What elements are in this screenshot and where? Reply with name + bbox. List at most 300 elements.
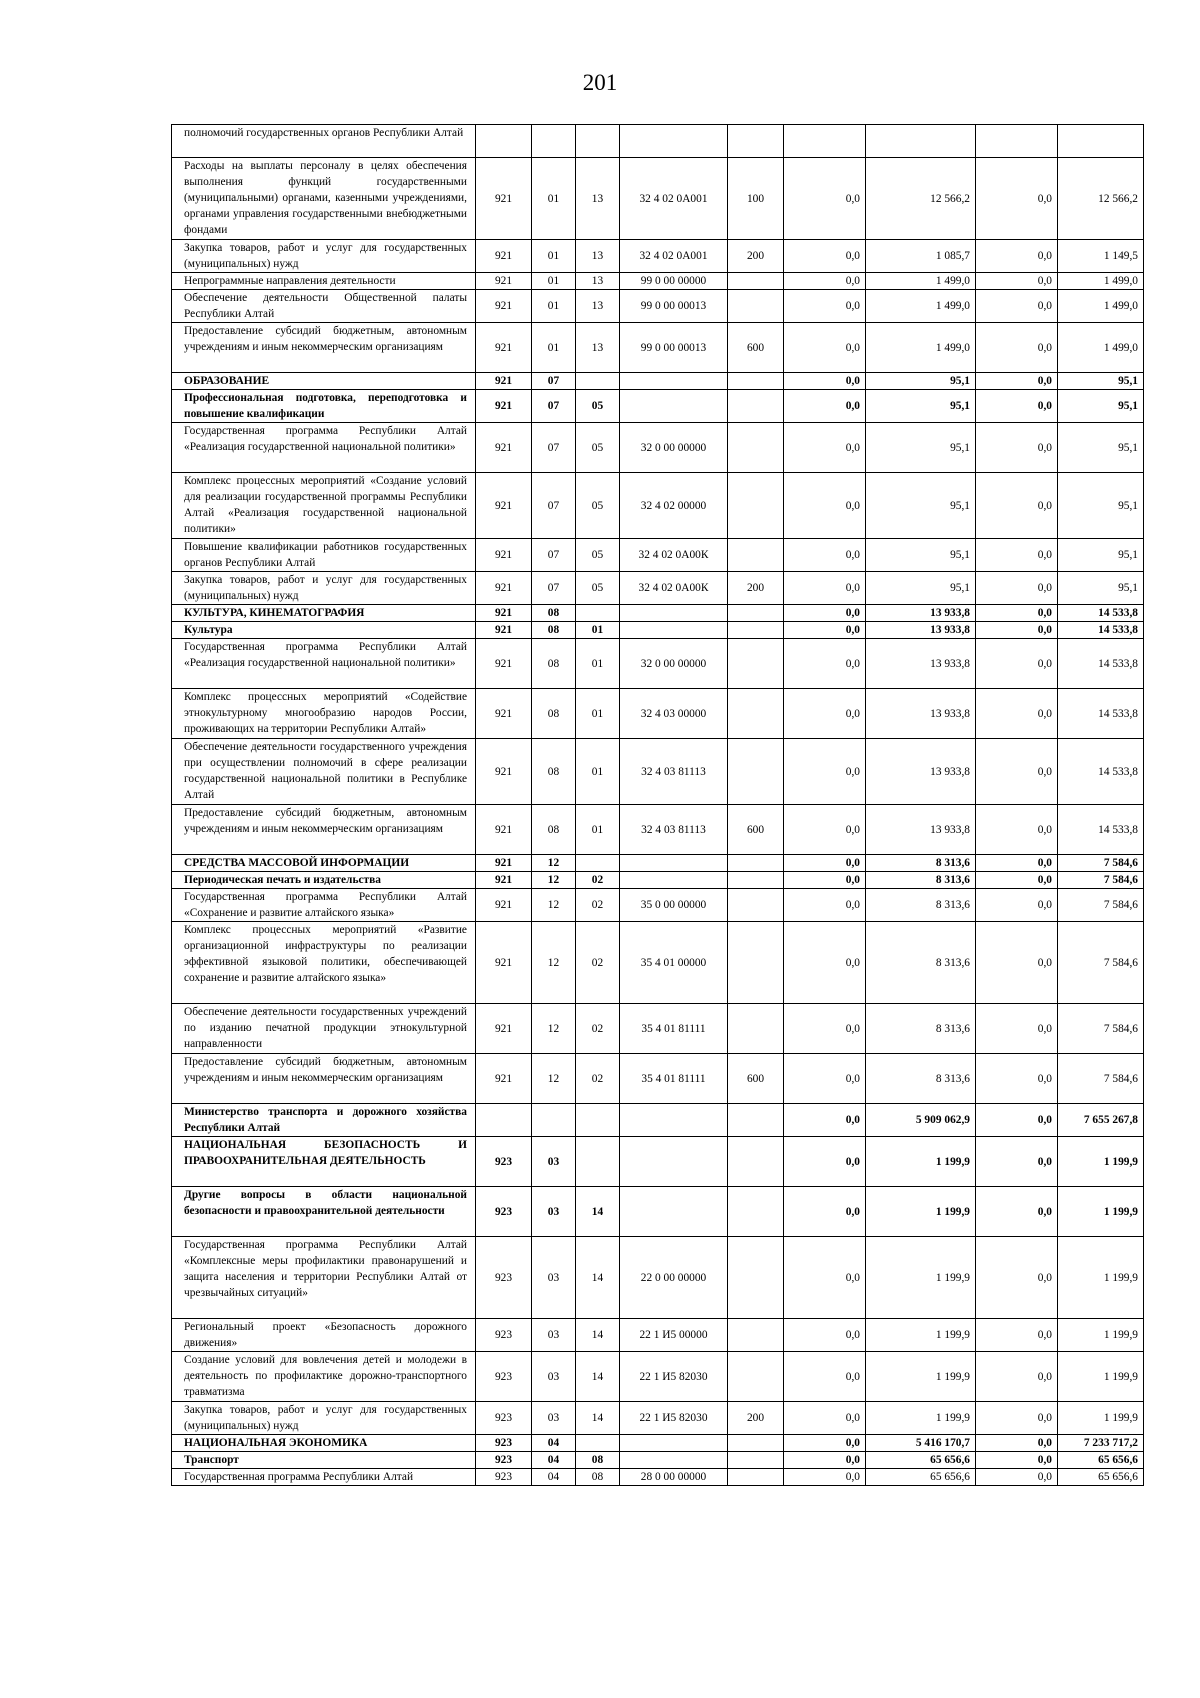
expense-type: 600 <box>728 323 784 373</box>
amount-1: 0,0 <box>784 572 866 605</box>
target-article: 32 4 03 00000 <box>620 689 728 739</box>
ministry-code: 923 <box>476 1319 532 1352</box>
amount-1: 0,0 <box>784 605 866 622</box>
subsection-code: 14 <box>576 1237 620 1319</box>
budget-table <box>171 124 1144 1486</box>
amount-2: 1 199,9 <box>866 1137 976 1187</box>
amount-2: 1 199,9 <box>866 1319 976 1352</box>
ministry-code: 923 <box>476 1352 532 1402</box>
amount-4: 95,1 <box>1058 539 1144 572</box>
row-name: Создание условий для вовлечения детей и молодежи в деятельность по профилактике дорожно-транспортного травматизма <box>172 1352 476 1402</box>
amount-2: 95,1 <box>866 423 976 473</box>
ministry-code <box>476 125 532 158</box>
row-name: Обеспечение деятельности государственных учреждений по изданию печатной продукции этнокультурной направленности <box>172 1004 476 1054</box>
target-article: 99 0 00 00000 <box>620 273 728 290</box>
ministry-code: 921 <box>476 805 532 855</box>
amount-4: 7 584,6 <box>1058 889 1144 922</box>
amount-1 <box>784 125 866 158</box>
expense-type <box>728 1319 784 1352</box>
subsection-code: 13 <box>576 158 620 240</box>
amount-2 <box>866 125 976 158</box>
ministry-code: 921 <box>476 240 532 273</box>
ministry-code: 921 <box>476 622 532 639</box>
subsection-code <box>576 1435 620 1452</box>
subsection-code: 01 <box>576 689 620 739</box>
amount-1: 0,0 <box>784 390 866 423</box>
amount-4: 14 533,8 <box>1058 622 1144 639</box>
target-article: 32 4 03 81113 <box>620 739 728 805</box>
table-row <box>172 539 1144 572</box>
row-name: Профессиональная подготовка, переподготовка и повышение квалификации <box>172 390 476 423</box>
ministry-code: 921 <box>476 423 532 473</box>
amount-2: 13 933,8 <box>866 739 976 805</box>
amount-3: 0,0 <box>976 1452 1058 1469</box>
amount-3: 0,0 <box>976 473 1058 539</box>
section-code: 03 <box>532 1187 576 1237</box>
expense-type: 600 <box>728 805 784 855</box>
amount-4: 65 656,6 <box>1058 1452 1144 1469</box>
expense-type <box>728 1187 784 1237</box>
expense-type <box>728 1104 784 1137</box>
section-code: 01 <box>532 158 576 240</box>
row-name: Региональный проект «Безопасность дорожного движения» <box>172 1319 476 1352</box>
amount-1: 0,0 <box>784 1352 866 1402</box>
ministry-code: 921 <box>476 473 532 539</box>
amount-1: 0,0 <box>784 1452 866 1469</box>
section-code: 08 <box>532 639 576 689</box>
ministry-code: 921 <box>476 323 532 373</box>
amount-4: 7 584,6 <box>1058 922 1144 1004</box>
amount-2: 1 499,0 <box>866 323 976 373</box>
target-article: 32 0 00 00000 <box>620 423 728 473</box>
target-article <box>620 872 728 889</box>
amount-4: 7 584,6 <box>1058 855 1144 872</box>
table-row <box>172 889 1144 922</box>
amount-4: 1 499,0 <box>1058 323 1144 373</box>
ministry-code: 921 <box>476 539 532 572</box>
amount-1: 0,0 <box>784 622 866 639</box>
amount-3: 0,0 <box>976 539 1058 572</box>
amount-1: 0,0 <box>784 1319 866 1352</box>
amount-3: 0,0 <box>976 855 1058 872</box>
subsection-code <box>576 605 620 622</box>
amount-4: 7 584,6 <box>1058 1054 1144 1104</box>
amount-3: 0,0 <box>976 889 1058 922</box>
amount-2: 1 499,0 <box>866 273 976 290</box>
amount-2: 13 933,8 <box>866 639 976 689</box>
target-article: 32 4 02 0А00К <box>620 539 728 572</box>
amount-2: 5 416 170,7 <box>866 1435 976 1452</box>
row-name: Закупка товаров, работ и услуг для государственных (муниципальных) нужд <box>172 240 476 273</box>
expense-type: 200 <box>728 572 784 605</box>
target-article <box>620 125 728 158</box>
row-name: Закупка товаров, работ и услуг для государственных (муниципальных) нужд <box>172 572 476 605</box>
amount-4: 7 584,6 <box>1058 872 1144 889</box>
ministry-code: 921 <box>476 158 532 240</box>
subsection-code: 08 <box>576 1469 620 1486</box>
amount-1: 0,0 <box>784 689 866 739</box>
table-row <box>172 423 1144 473</box>
amount-3: 0,0 <box>976 622 1058 639</box>
target-article: 32 4 03 81113 <box>620 805 728 855</box>
subsection-code: 05 <box>576 572 620 605</box>
amount-3: 0,0 <box>976 639 1058 689</box>
subsection-code: 13 <box>576 273 620 290</box>
amount-4: 14 533,8 <box>1058 689 1144 739</box>
section-code <box>532 125 576 158</box>
table-row <box>172 689 1144 739</box>
subsection-code: 02 <box>576 889 620 922</box>
amount-1: 0,0 <box>784 240 866 273</box>
amount-1: 0,0 <box>784 1469 866 1486</box>
amount-2: 1 085,7 <box>866 240 976 273</box>
table-row <box>172 1137 1144 1187</box>
ministry-code: 921 <box>476 689 532 739</box>
expense-type <box>728 1137 784 1187</box>
table-row <box>172 1004 1144 1054</box>
target-article: 35 4 01 00000 <box>620 922 728 1004</box>
target-article <box>620 1452 728 1469</box>
amount-2: 8 313,6 <box>866 872 976 889</box>
row-name: Периодическая печать и издательства <box>172 872 476 889</box>
amount-4: 1 199,9 <box>1058 1319 1144 1352</box>
section-code <box>532 1104 576 1137</box>
table-row <box>172 390 1144 423</box>
target-article <box>620 622 728 639</box>
expense-type <box>728 539 784 572</box>
ministry-code: 921 <box>476 1004 532 1054</box>
amount-4: 14 533,8 <box>1058 805 1144 855</box>
subsection-code: 14 <box>576 1187 620 1237</box>
section-code: 03 <box>532 1319 576 1352</box>
target-article <box>620 1435 728 1452</box>
target-article <box>620 855 728 872</box>
subsection-code: 02 <box>576 1054 620 1104</box>
expense-type <box>728 1469 784 1486</box>
section-code: 07 <box>532 423 576 473</box>
amount-1: 0,0 <box>784 922 866 1004</box>
ministry-code: 921 <box>476 572 532 605</box>
amount-1: 0,0 <box>784 739 866 805</box>
row-name: СРЕДСТВА МАССОВОЙ ИНФОРМАЦИИ <box>172 855 476 872</box>
section-code: 01 <box>532 240 576 273</box>
table-row <box>172 1469 1144 1486</box>
target-article <box>620 1187 728 1237</box>
ministry-code: 923 <box>476 1435 532 1452</box>
expense-type <box>728 872 784 889</box>
row-name: Повышение квалификации работников государственных органов Республики Алтай <box>172 539 476 572</box>
amount-4: 1 199,9 <box>1058 1402 1144 1435</box>
section-code: 01 <box>532 273 576 290</box>
target-article <box>620 1104 728 1137</box>
section-code: 01 <box>532 290 576 323</box>
row-name: Государственная программа Республики Алтай «Сохранение и развитие алтайского языка» <box>172 889 476 922</box>
section-code: 08 <box>532 739 576 805</box>
table-row <box>172 323 1144 373</box>
ministry-code: 923 <box>476 1137 532 1187</box>
amount-1: 0,0 <box>784 1104 866 1137</box>
expense-type <box>728 689 784 739</box>
target-article: 35 4 01 81111 <box>620 1054 728 1104</box>
subsection-code <box>576 125 620 158</box>
table-row <box>172 1187 1144 1237</box>
section-code: 01 <box>532 323 576 373</box>
expense-type <box>728 1237 784 1319</box>
table-row <box>172 805 1144 855</box>
amount-1: 0,0 <box>784 872 866 889</box>
table-row <box>172 872 1144 889</box>
subsection-code: 05 <box>576 473 620 539</box>
section-code: 03 <box>532 1137 576 1187</box>
table-row <box>172 373 1144 390</box>
ministry-code: 921 <box>476 922 532 1004</box>
amount-3: 0,0 <box>976 1187 1058 1237</box>
amount-1: 0,0 <box>784 323 866 373</box>
ministry-code: 921 <box>476 273 532 290</box>
amount-4: 7 655 267,8 <box>1058 1104 1144 1137</box>
section-code: 03 <box>532 1237 576 1319</box>
table-row <box>172 605 1144 622</box>
section-code: 12 <box>532 872 576 889</box>
section-code: 07 <box>532 572 576 605</box>
amount-1: 0,0 <box>784 373 866 390</box>
row-name: Непрограммные направления деятельности <box>172 273 476 290</box>
section-code: 08 <box>532 605 576 622</box>
amount-3: 0,0 <box>976 1435 1058 1452</box>
expense-type <box>728 273 784 290</box>
row-name: Предоставление субсидий бюджетным, автономным учреждениям и иным некоммерческим организациям <box>172 323 476 373</box>
target-article: 22 0 00 00000 <box>620 1237 728 1319</box>
target-article: 35 4 01 81111 <box>620 1004 728 1054</box>
target-article: 99 0 00 00013 <box>620 290 728 323</box>
row-name: Комплекс процессных мероприятий «Содействие этнокультурному многообразию народов России, проживающих на территории Республики Алтай» <box>172 689 476 739</box>
section-code: 07 <box>532 390 576 423</box>
table-row <box>172 290 1144 323</box>
amount-2: 95,1 <box>866 373 976 390</box>
target-article: 22 1 И5 82030 <box>620 1402 728 1435</box>
amount-1: 0,0 <box>784 1402 866 1435</box>
ministry-code <box>476 1104 532 1137</box>
target-article: 32 4 02 00000 <box>620 473 728 539</box>
row-name: Государственная программа Республики Алтай «Комплексные меры профилактики правонарушений и защита населения и территории Республики Алтай от чрезвычайных ситуаций» <box>172 1237 476 1319</box>
amount-2: 13 933,8 <box>866 622 976 639</box>
expense-type <box>728 889 784 922</box>
amount-3: 0,0 <box>976 1237 1058 1319</box>
expense-type <box>728 1435 784 1452</box>
subsection-code: 05 <box>576 423 620 473</box>
amount-3: 0,0 <box>976 323 1058 373</box>
row-name: Государственная программа Республики Алтай <box>172 1469 476 1486</box>
amount-1: 0,0 <box>784 855 866 872</box>
amount-3: 0,0 <box>976 1402 1058 1435</box>
target-article: 28 0 00 00000 <box>620 1469 728 1486</box>
amount-3: 0,0 <box>976 158 1058 240</box>
amount-4: 14 533,8 <box>1058 739 1144 805</box>
table-row <box>172 739 1144 805</box>
expense-type <box>728 125 784 158</box>
row-name: Предоставление субсидий бюджетным, автономным учреждениям и иным некоммерческим организациям <box>172 1054 476 1104</box>
amount-4: 95,1 <box>1058 390 1144 423</box>
amount-3: 0,0 <box>976 240 1058 273</box>
row-name: Государственная программа Республики Алтай «Реализация государственной национальной политики» <box>172 423 476 473</box>
section-code: 12 <box>532 922 576 1004</box>
row-name: Транспорт <box>172 1452 476 1469</box>
table-row <box>172 473 1144 539</box>
amount-2: 95,1 <box>866 539 976 572</box>
amount-4: 1 199,9 <box>1058 1237 1144 1319</box>
amount-3: 0,0 <box>976 273 1058 290</box>
table-row <box>172 158 1144 240</box>
subsection-code: 01 <box>576 622 620 639</box>
amount-4: 7 233 717,2 <box>1058 1435 1144 1452</box>
ministry-code: 921 <box>476 390 532 423</box>
ministry-code: 923 <box>476 1237 532 1319</box>
amount-2: 95,1 <box>866 572 976 605</box>
amount-1: 0,0 <box>784 1054 866 1104</box>
target-article: 99 0 00 00013 <box>620 323 728 373</box>
amount-2: 8 313,6 <box>866 889 976 922</box>
amount-3: 0,0 <box>976 1352 1058 1402</box>
amount-1: 0,0 <box>784 805 866 855</box>
table-row <box>172 572 1144 605</box>
section-code: 08 <box>532 805 576 855</box>
expense-type <box>728 1352 784 1402</box>
row-name: Другие вопросы в области национальной безопасности и правоохранительной деятельности <box>172 1187 476 1237</box>
amount-4: 1 499,0 <box>1058 273 1144 290</box>
expense-type <box>728 855 784 872</box>
amount-4: 95,1 <box>1058 572 1144 605</box>
amount-4: 65 656,6 <box>1058 1469 1144 1486</box>
table-row <box>172 1319 1144 1352</box>
table-row <box>172 1452 1144 1469</box>
expense-type <box>728 373 784 390</box>
subsection-code <box>576 1104 620 1137</box>
table-row <box>172 855 1144 872</box>
section-code: 07 <box>532 373 576 390</box>
subsection-code: 13 <box>576 290 620 323</box>
section-code: 12 <box>532 855 576 872</box>
table-row <box>172 273 1144 290</box>
amount-3: 0,0 <box>976 872 1058 889</box>
row-name: Министерство транспорта и дорожного хозяйства Республики Алтай <box>172 1104 476 1137</box>
amount-2: 1 199,9 <box>866 1402 976 1435</box>
amount-1: 0,0 <box>784 1187 866 1237</box>
subsection-code: 08 <box>576 1452 620 1469</box>
amount-3: 0,0 <box>976 290 1058 323</box>
table-row <box>172 1104 1144 1137</box>
amount-2: 1 199,9 <box>866 1187 976 1237</box>
subsection-code: 01 <box>576 805 620 855</box>
section-code: 08 <box>532 689 576 739</box>
amount-4: 1 199,9 <box>1058 1137 1144 1187</box>
subsection-code: 02 <box>576 872 620 889</box>
amount-3: 0,0 <box>976 605 1058 622</box>
target-article: 22 1 И5 82030 <box>620 1352 728 1402</box>
amount-3: 0,0 <box>976 390 1058 423</box>
ministry-code: 921 <box>476 373 532 390</box>
target-article <box>620 373 728 390</box>
row-name: КУЛЬТУРА, КИНЕМАТОГРАФИЯ <box>172 605 476 622</box>
amount-2: 13 933,8 <box>866 605 976 622</box>
section-code: 04 <box>532 1452 576 1469</box>
expense-type: 600 <box>728 1054 784 1104</box>
row-name: Предоставление субсидий бюджетным, автономным учреждениям и иным некоммерческим организациям <box>172 805 476 855</box>
amount-4: 95,1 <box>1058 373 1144 390</box>
section-code: 12 <box>532 1004 576 1054</box>
amount-1: 0,0 <box>784 539 866 572</box>
table-row <box>172 922 1144 1004</box>
amount-1: 0,0 <box>784 473 866 539</box>
ministry-code: 923 <box>476 1187 532 1237</box>
amount-2: 13 933,8 <box>866 805 976 855</box>
amount-1: 0,0 <box>784 423 866 473</box>
row-name: Комплекс процессных мероприятий «Развитие организационной инфраструктуры по реализации эффективной языковой политики, обеспечивающей сохранение и развитие алтайского языка» <box>172 922 476 1004</box>
target-article: 32 4 02 0А001 <box>620 158 728 240</box>
amount-4: 1 199,9 <box>1058 1352 1144 1402</box>
amount-4: 14 533,8 <box>1058 605 1144 622</box>
amount-1: 0,0 <box>784 1004 866 1054</box>
ministry-code: 921 <box>476 1054 532 1104</box>
expense-type <box>728 639 784 689</box>
amount-2: 1 199,9 <box>866 1237 976 1319</box>
subsection-code: 13 <box>576 323 620 373</box>
expense-type <box>728 290 784 323</box>
page-number: 201 <box>582 70 618 95</box>
row-name: Комплекс процессных мероприятий «Создание условий для реализации государственной программы Республики Алтай «Реализация государственной национальной политики» <box>172 473 476 539</box>
expense-type <box>728 605 784 622</box>
table-row <box>172 240 1144 273</box>
row-name: полномочий государственных органов Республики Алтай <box>172 125 476 158</box>
subsection-code: 14 <box>576 1352 620 1402</box>
ministry-code: 923 <box>476 1402 532 1435</box>
amount-2: 8 313,6 <box>866 1054 976 1104</box>
table-row <box>172 622 1144 639</box>
section-code: 04 <box>532 1469 576 1486</box>
amount-2: 5 909 062,9 <box>866 1104 976 1137</box>
expense-type <box>728 390 784 423</box>
expense-type <box>728 922 784 1004</box>
expense-type <box>728 739 784 805</box>
target-article: 35 0 00 00000 <box>620 889 728 922</box>
row-name: ОБРАЗОВАНИЕ <box>172 373 476 390</box>
row-name: Государственная программа Республики Алтай «Реализация государственной национальной политики» <box>172 639 476 689</box>
amount-3: 0,0 <box>976 423 1058 473</box>
section-code: 12 <box>532 1054 576 1104</box>
amount-4: 95,1 <box>1058 423 1144 473</box>
row-name: Культура <box>172 622 476 639</box>
amount-1: 0,0 <box>784 639 866 689</box>
amount-1: 0,0 <box>784 290 866 323</box>
amount-3: 0,0 <box>976 689 1058 739</box>
table-row <box>172 125 1144 158</box>
amount-3 <box>976 125 1058 158</box>
section-code: 03 <box>532 1402 576 1435</box>
amount-2: 8 313,6 <box>866 922 976 1004</box>
amount-3: 0,0 <box>976 1319 1058 1352</box>
amount-3: 0,0 <box>976 1054 1058 1104</box>
amount-2: 12 566,2 <box>866 158 976 240</box>
amount-4: 1 499,0 <box>1058 290 1144 323</box>
row-name: Обеспечение деятельности государственного учреждения при осуществлении полномочий в сфере реализации государственной национальной политики в Республике Алтай <box>172 739 476 805</box>
row-name: Расходы на выплаты персоналу в целях обеспечения выполнения функций государственными (муниципальными) органами, казенными учреждениями, органами управления государственными внебюджетными фондами <box>172 158 476 240</box>
row-name: Закупка товаров, работ и услуг для государственных (муниципальных) нужд <box>172 1402 476 1435</box>
target-article: 32 4 02 0А00К <box>620 572 728 605</box>
amount-2: 8 313,6 <box>866 1004 976 1054</box>
amount-2: 95,1 <box>866 473 976 539</box>
subsection-code: 14 <box>576 1402 620 1435</box>
expense-type <box>728 423 784 473</box>
expense-type <box>728 622 784 639</box>
